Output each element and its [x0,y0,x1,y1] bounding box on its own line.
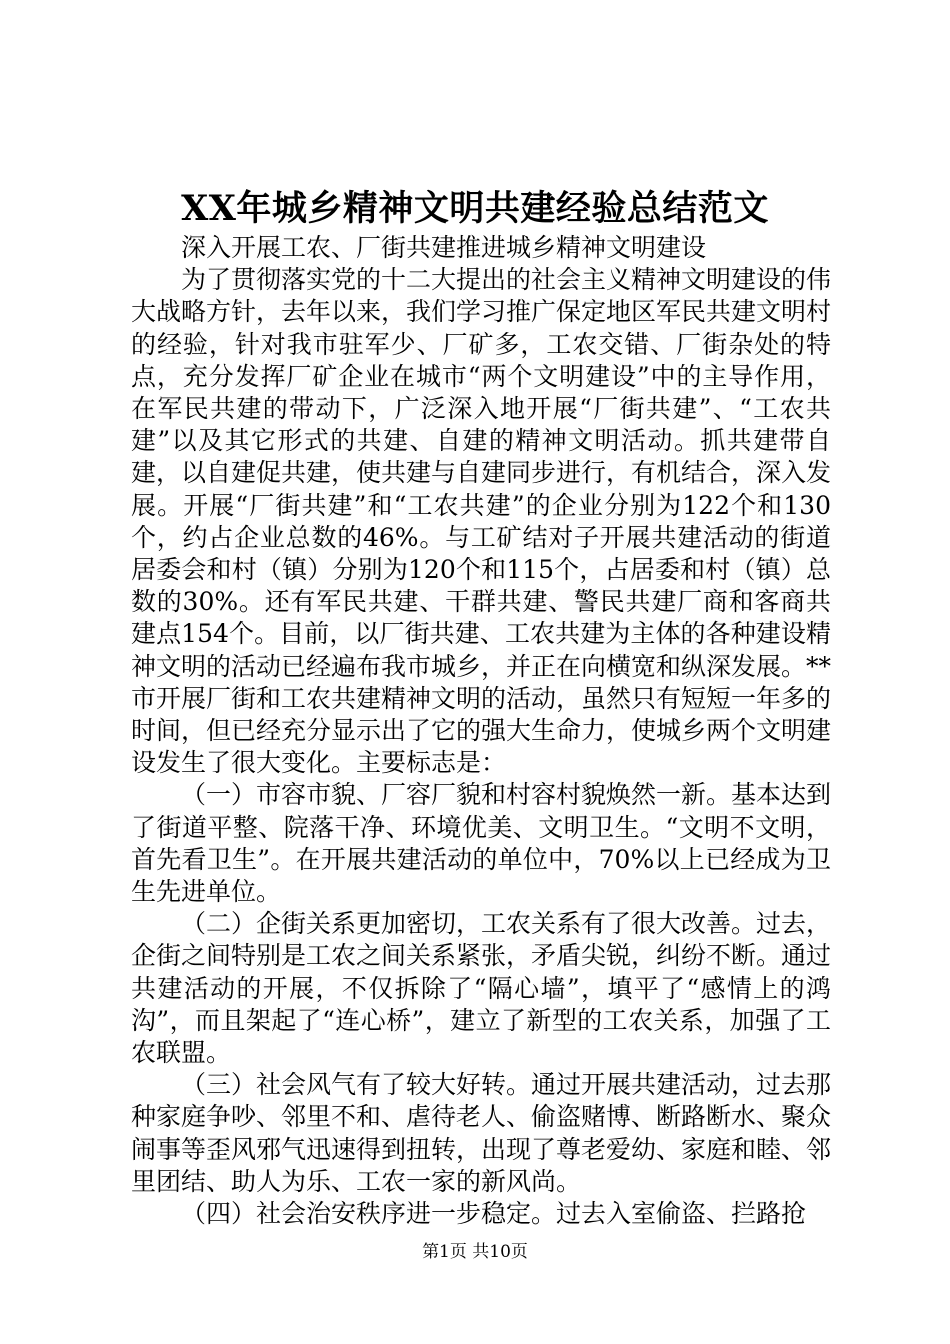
point-three-paragraph: （三）社会风气有了较大好转。通过开展共建活动，过去那种家庭争吵、邻里不和、虐待老人、偷盗赌博、断路断水、聚众闹事等歪风邪气迅速得到扭转，出现了尊老爱幼、家庭和睦、邻里团结、助人为乐、工农一家的新风尚。 [131,1070,832,1196]
intro-paragraph: 为了贯彻落实党的十二大提出的社会主义精神文明建设的伟大战略方针，去年以来，我们学习推广保定地区军民共建文明村的经验，针对我市驻军少、厂矿多，工农交错、厂街杂处的特点，充分发挥厂矿企业在城市“两个文明建设”中的主导作用，在军民共建的带动下，广泛深入地开展“厂街共建”、“工农共建”以及其它形式的共建、自建的精神文明活动。抓共建带自建，以自建促共建，使共建与自建同步进行，有机结合，深入发展。开展“厂街共建”和“工农共建”的企业分别为122个和130个，约占企业总数的46%。与工矿结对子开展共建活动的街道居委会和村（镇）分别为120个和115个，占居委和村（镇）总数的30%。还有军民共建、干群共建、警民共建厂商和客商共建点154个。目前，以厂街共建、工农共建为主体的各种建设精神文明的活动已经遍布我市城乡，并正在向横宽和纵深发展。**市开展厂街和工农共建精神文明的活动，虽然只有短短一年多的时间，但已经充分显示出了它的强大生命力，使城乡两个文明建设发生了很大变化。主要标志是： [131,265,832,778]
point-two-paragraph: （二）企街关系更加密切，工农关系有了很大改善。过去，企街之间特别是工农之间关系紧张，矛盾尖锐，纠纷不断。通过共建活动的开展，不仅拆除了“隔心墙”，填平了“感情上的鸿沟”，而且架起了“连心桥”，建立了新型的工农关系，加强了工农联盟。 [131,909,832,1068]
page-number-footer: 第1页 共10页 [422,1242,528,1262]
point-one-paragraph: （一）市容市貌、厂容厂貌和村容村貌焕然一新。基本达到了街道平整、院落干净、环境优美、文明卫生。“文明不文明，首先看卫生”。在开展共建活动的单位中，70%以上已经成为卫生先进单位。 [131,780,832,907]
point-four-paragraph: （四）社会治安秩序进一步稳定。过去入室偷盗、拦路抢 [181,1199,807,1229]
document-body [131,232,831,1230]
document-title: XX年城乡精神文明共建经验总结范文 [181,188,769,229]
subtitle-paragraph: 深入开展工农、厂街共建推进城乡精神文明建设 [181,233,707,262]
